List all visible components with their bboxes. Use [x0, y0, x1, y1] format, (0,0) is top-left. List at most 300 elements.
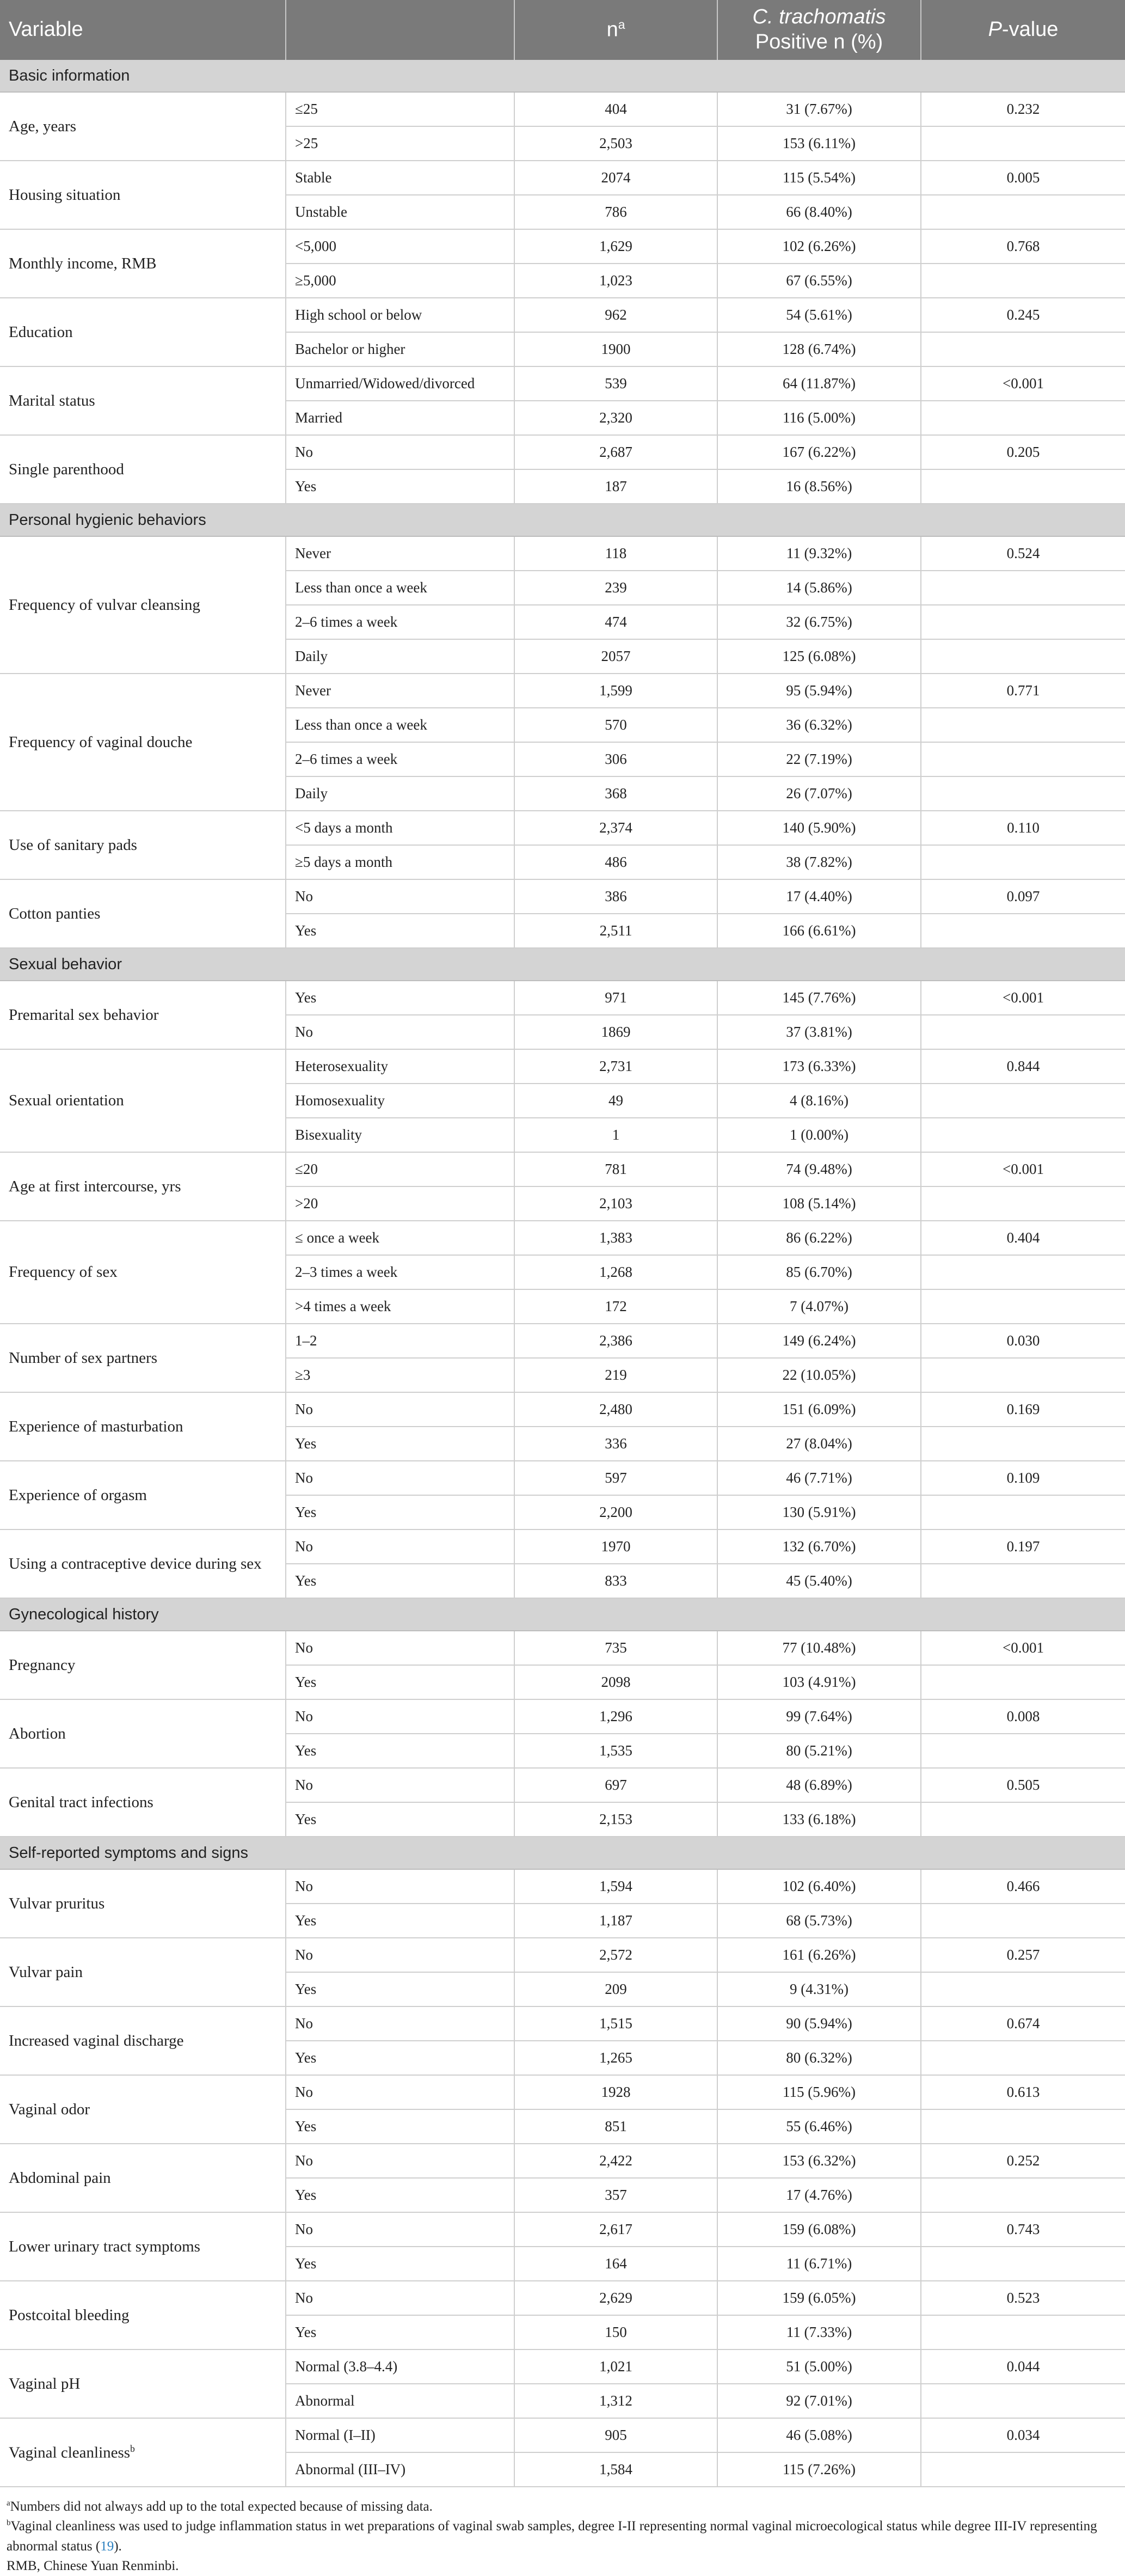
p-value-cell: 0.613	[921, 2075, 1125, 2109]
level-cell: >25	[286, 126, 514, 161]
positive-cell: 115 (5.54%)	[717, 161, 921, 195]
level-cell: <5 days a month	[286, 811, 514, 845]
table-header	[0, 0, 1125, 60]
level-cell: Never	[286, 674, 514, 708]
p-value-cell: 0.205	[921, 435, 1125, 469]
table-row	[0, 229, 1125, 264]
table-row	[0, 1869, 1125, 1904]
n-cell: 49	[514, 1084, 717, 1118]
header-variable: Variable	[0, 0, 286, 60]
section-title: Sexual behavior	[0, 948, 1125, 981]
n-cell: 971	[514, 981, 717, 1015]
variable-name: Age, years	[0, 92, 286, 161]
variable-name: Lower urinary tract symptoms	[0, 2212, 286, 2281]
p-value-cell: 0.005	[921, 161, 1125, 195]
variable-name: Number of sex partners	[0, 1324, 286, 1392]
positive-cell: 67 (6.55%)	[717, 264, 921, 298]
table-row	[0, 435, 1125, 469]
level-cell: Married	[286, 401, 514, 435]
n-cell: 1,515	[514, 2006, 717, 2041]
n-cell: 172	[514, 1289, 717, 1324]
table-row	[0, 2075, 1125, 2109]
level-cell: ≥3	[286, 1358, 514, 1392]
positive-cell: 51 (5.00%)	[717, 2349, 921, 2384]
section-title: Basic information	[0, 60, 1125, 92]
table-row	[0, 1049, 1125, 1084]
n-cell: 1	[514, 1118, 717, 1152]
footnotes	[0, 2487, 1125, 2576]
positive-cell: 80 (6.32%)	[717, 2041, 921, 2075]
p-value-cell: 0.030	[921, 1324, 1125, 1358]
n-cell: 1,594	[514, 1869, 717, 1904]
header-n: $n^a$	[514, 0, 717, 60]
p-value-cell: 0.743	[921, 2212, 1125, 2247]
table-row	[0, 2349, 1125, 2384]
positive-cell: 68 (5.73%)	[717, 1904, 921, 1938]
n-cell: 2,687	[514, 435, 717, 469]
level-cell: No	[286, 2281, 514, 2315]
level-cell: ≤20	[286, 1152, 514, 1186]
p-value-cell	[921, 914, 1125, 948]
table-row	[0, 2418, 1125, 2452]
p-value-cell	[921, 1972, 1125, 2006]
positive-cell: 45 (5.40%)	[717, 1564, 921, 1598]
variable-name: Pregnancy	[0, 1631, 286, 1699]
level-cell: <5,000	[286, 229, 514, 264]
n-cell: 2,103	[514, 1186, 717, 1221]
section-title: Self-reported symptoms and signs	[0, 1837, 1125, 1869]
n-cell: 2,153	[514, 1802, 717, 1837]
positive-cell: 64 (11.87%)	[717, 366, 921, 401]
positive-cell: 26 (7.07%)	[717, 776, 921, 811]
positive-cell: 54 (5.61%)	[717, 298, 921, 332]
variable-name: Sexual orientation	[0, 1049, 286, 1152]
p-value-cell: 0.524	[921, 536, 1125, 571]
table-row	[0, 2006, 1125, 2041]
p-value-cell	[921, 2384, 1125, 2418]
p-value-cell	[921, 845, 1125, 879]
positive-cell: 108 (5.14%)	[717, 1186, 921, 1221]
p-value-cell	[921, 264, 1125, 298]
variable-name: Age at first intercourse, yrs	[0, 1152, 286, 1221]
positive-cell: 161 (6.26%)	[717, 1938, 921, 1972]
positive-cell: 145 (7.76%)	[717, 981, 921, 1015]
n-cell: 1,629	[514, 229, 717, 264]
n-cell: 962	[514, 298, 717, 332]
p-value-cell	[921, 1084, 1125, 1118]
n-cell: 1,312	[514, 2384, 717, 2418]
n-cell: 306	[514, 742, 717, 776]
p-value-cell	[921, 469, 1125, 504]
n-cell: 2,480	[514, 1392, 717, 1427]
table-row	[0, 1699, 1125, 1734]
n-cell: 786	[514, 195, 717, 229]
level-cell: No	[286, 1392, 514, 1427]
n-cell: 2,503	[514, 126, 717, 161]
positive-cell: 9 (4.31%)	[717, 1972, 921, 2006]
p-value-cell: 0.232	[921, 92, 1125, 126]
n-cell: 597	[514, 1461, 717, 1495]
n-cell: 1,599	[514, 674, 717, 708]
level-cell: No	[286, 1768, 514, 1802]
variable-name: Single parenthood	[0, 435, 286, 504]
n-cell: 2,731	[514, 1049, 717, 1084]
n-cell: 781	[514, 1152, 717, 1186]
p-value-cell	[921, 1564, 1125, 1598]
p-value-cell	[921, 1427, 1125, 1461]
n-cell: 2074	[514, 161, 717, 195]
table-row	[0, 1631, 1125, 1665]
level-cell: Yes	[286, 1564, 514, 1598]
variable-name: Postcoital bleeding	[0, 2281, 286, 2349]
p-value-cell	[921, 2041, 1125, 2075]
section-title: Personal hygienic behaviors	[0, 504, 1125, 536]
level-cell: Yes	[286, 1972, 514, 2006]
p-value-cell	[921, 1015, 1125, 1049]
positive-cell: 74 (9.48%)	[717, 1152, 921, 1186]
variable-name: Premarital sex behavior	[0, 981, 286, 1049]
variable-name: Education	[0, 298, 286, 366]
p-value-cell: 0.844	[921, 1049, 1125, 1084]
n-cell: 2,511	[514, 914, 717, 948]
section-header	[0, 1837, 1125, 1869]
p-value-cell	[921, 639, 1125, 674]
p-value-cell	[921, 776, 1125, 811]
level-cell: >20	[286, 1186, 514, 1221]
variable-name: Genital tract infections	[0, 1768, 286, 1837]
p-value-cell: 0.097	[921, 879, 1125, 914]
n-cell: 2057	[514, 639, 717, 674]
level-cell: Bisexuality	[286, 1118, 514, 1152]
n-cell: 1,535	[514, 1734, 717, 1768]
n-cell: 833	[514, 1564, 717, 1598]
variable-name: Vulvar pruritus	[0, 1869, 286, 1938]
variable-name: Frequency of vaginal douche	[0, 674, 286, 811]
footnote-a: $^a$Numbers did not always add up to the total expected because of missing data.	[7, 2499, 433, 2514]
level-cell: No	[286, 879, 514, 914]
level-cell: Normal (3.8–4.4)	[286, 2349, 514, 2384]
n-cell: 1,021	[514, 2349, 717, 2384]
positive-cell: 167 (6.22%)	[717, 435, 921, 469]
p-value-cell	[921, 1495, 1125, 1529]
p-value-cell: 0.404	[921, 1221, 1125, 1255]
level-cell: Unmarried/Widowed/divorced	[286, 366, 514, 401]
variable-name: Vaginal pH	[0, 2349, 286, 2418]
level-cell: High school or below	[286, 298, 514, 332]
n-cell: 2,422	[514, 2144, 717, 2178]
positive-cell: 17 (4.40%)	[717, 879, 921, 914]
n-cell: 118	[514, 536, 717, 571]
positive-cell: 4 (8.16%)	[717, 1084, 921, 1118]
level-cell: No	[286, 2144, 514, 2178]
p-value-cell	[921, 571, 1125, 605]
p-value-cell	[921, 195, 1125, 229]
table-row	[0, 1324, 1125, 1358]
variable-name: Vaginal odor	[0, 2075, 286, 2144]
n-cell: 2,572	[514, 1938, 717, 1972]
positive-cell: 130 (5.91%)	[717, 1495, 921, 1529]
n-cell: 1970	[514, 1529, 717, 1564]
n-cell: 1900	[514, 332, 717, 366]
variable-name: Vulvar pain	[0, 1938, 286, 2006]
positive-cell: 132 (6.70%)	[717, 1529, 921, 1564]
section-title: Gynecological history	[0, 1598, 1125, 1631]
p-value-cell	[921, 332, 1125, 366]
n-cell: 905	[514, 2418, 717, 2452]
p-value-cell	[921, 2315, 1125, 2349]
n-cell: 1,296	[514, 1699, 717, 1734]
p-value-cell	[921, 1802, 1125, 1837]
n-cell: 1,383	[514, 1221, 717, 1255]
table-row	[0, 1938, 1125, 1972]
table-row	[0, 1529, 1125, 1564]
positive-cell: 115 (5.96%)	[717, 2075, 921, 2109]
table-row	[0, 2212, 1125, 2247]
positive-cell: 1 (0.00%)	[717, 1118, 921, 1152]
level-cell: Stable	[286, 161, 514, 195]
level-cell: Yes	[286, 469, 514, 504]
level-cell: Yes	[286, 2109, 514, 2144]
p-value-cell	[921, 2247, 1125, 2281]
n-cell: 2098	[514, 1665, 717, 1699]
p-value-cell: 0.252	[921, 2144, 1125, 2178]
n-cell: 2,629	[514, 2281, 717, 2315]
variable-name: Abdominal pain	[0, 2144, 286, 2212]
n-cell: 474	[514, 605, 717, 639]
p-value-cell	[921, 1289, 1125, 1324]
level-cell: 1–2	[286, 1324, 514, 1358]
p-value-cell: 0.008	[921, 1699, 1125, 1734]
level-cell: Unstable	[286, 195, 514, 229]
positive-cell: 85 (6.70%)	[717, 1255, 921, 1289]
n-cell: 1869	[514, 1015, 717, 1049]
level-cell: No	[286, 1699, 514, 1734]
p-value-cell: 0.197	[921, 1529, 1125, 1564]
variable-name: Experience of orgasm	[0, 1461, 286, 1529]
positive-cell: 159 (6.05%)	[717, 2281, 921, 2315]
p-value-cell	[921, 742, 1125, 776]
level-cell: Yes	[286, 1904, 514, 1938]
level-cell: No	[286, 1869, 514, 1904]
level-cell: 2–3 times a week	[286, 1255, 514, 1289]
positive-cell: 103 (4.91%)	[717, 1665, 921, 1699]
header-p-value: P-value	[921, 0, 1125, 60]
variable-name: Abortion	[0, 1699, 286, 1768]
positive-cell: 22 (7.19%)	[717, 742, 921, 776]
p-value-cell: 0.034	[921, 2418, 1125, 2452]
section-header	[0, 1598, 1125, 1631]
level-cell: Yes	[286, 914, 514, 948]
table-row	[0, 1768, 1125, 1802]
header-level	[286, 0, 514, 60]
n-cell: 386	[514, 879, 717, 914]
positive-cell: 27 (8.04%)	[717, 1427, 921, 1461]
p-value-cell: 0.505	[921, 1768, 1125, 1802]
n-cell: 2,200	[514, 1495, 717, 1529]
table-row	[0, 366, 1125, 401]
level-cell: Daily	[286, 776, 514, 811]
table-row	[0, 674, 1125, 708]
level-cell: No	[286, 1461, 514, 1495]
level-cell: Yes	[286, 1802, 514, 1837]
positive-cell: 149 (6.24%)	[717, 1324, 921, 1358]
level-cell: Yes	[286, 1665, 514, 1699]
reference-link[interactable]: 19	[100, 2538, 114, 2554]
level-cell: Yes	[286, 2247, 514, 2281]
level-cell: Yes	[286, 1734, 514, 1768]
variable-name: Experience of masturbation	[0, 1392, 286, 1461]
n-cell: 1,023	[514, 264, 717, 298]
p-value-cell	[921, 1358, 1125, 1392]
p-value-cell: 0.110	[921, 811, 1125, 845]
positive-cell: 133 (6.18%)	[717, 1802, 921, 1837]
level-cell: Bachelor or higher	[286, 332, 514, 366]
p-value-cell: 0.044	[921, 2349, 1125, 2384]
positive-cell: 11 (7.33%)	[717, 2315, 921, 2349]
positive-cell: 31 (7.67%)	[717, 92, 921, 126]
p-value-cell	[921, 2109, 1125, 2144]
level-cell: No	[286, 1631, 514, 1665]
level-cell: No	[286, 435, 514, 469]
n-cell: 1928	[514, 2075, 717, 2109]
section-header	[0, 60, 1125, 92]
p-value-cell	[921, 605, 1125, 639]
p-value-cell	[921, 1255, 1125, 1289]
p-value-cell	[921, 1186, 1125, 1221]
table-row	[0, 1221, 1125, 1255]
header-ct-positive: C. trachomatis Positive n (%)	[717, 0, 921, 60]
p-value-cell: <0.001	[921, 981, 1125, 1015]
n-cell: 1,584	[514, 2452, 717, 2487]
level-cell: ≤ once a week	[286, 1221, 514, 1255]
positive-cell: 140 (5.90%)	[717, 811, 921, 845]
n-cell: 209	[514, 1972, 717, 2006]
level-cell: Daily	[286, 639, 514, 674]
variable-name: Using a contraceptive device during sex	[0, 1529, 286, 1598]
level-cell: ≥5,000	[286, 264, 514, 298]
p-value-cell: <0.001	[921, 1631, 1125, 1665]
level-cell: 2–6 times a week	[286, 605, 514, 639]
n-cell: 336	[514, 1427, 717, 1461]
level-cell: Normal (I–II)	[286, 2418, 514, 2452]
level-cell: Yes	[286, 1427, 514, 1461]
level-cell: ≥5 days a month	[286, 845, 514, 879]
section-header	[0, 504, 1125, 536]
positive-cell: 173 (6.33%)	[717, 1049, 921, 1084]
p-value-cell: 0.245	[921, 298, 1125, 332]
level-cell: Abnormal	[286, 2384, 514, 2418]
n-cell: 187	[514, 469, 717, 504]
level-cell: No	[286, 2212, 514, 2247]
level-cell: No	[286, 1015, 514, 1049]
positive-cell: 99 (7.64%)	[717, 1699, 921, 1734]
positive-cell: 115 (7.26%)	[717, 2452, 921, 2487]
n-cell: 2,320	[514, 401, 717, 435]
positive-cell: 55 (6.46%)	[717, 2109, 921, 2144]
n-cell: 357	[514, 2178, 717, 2212]
n-cell: 735	[514, 1631, 717, 1665]
table-body	[0, 60, 1125, 2487]
p-value-cell: 0.169	[921, 1392, 1125, 1427]
n-cell: 150	[514, 2315, 717, 2349]
level-cell: No	[286, 1938, 514, 1972]
positive-cell: 48 (6.89%)	[717, 1768, 921, 1802]
p-value-cell	[921, 1665, 1125, 1699]
table-row	[0, 2281, 1125, 2315]
p-value-cell: 0.771	[921, 674, 1125, 708]
positive-cell: 14 (5.86%)	[717, 571, 921, 605]
table-row	[0, 1392, 1125, 1427]
p-value-cell: 0.466	[921, 1869, 1125, 1904]
p-value-cell	[921, 1118, 1125, 1152]
table-row	[0, 536, 1125, 571]
level-cell: Homosexuality	[286, 1084, 514, 1118]
positive-cell: 102 (6.26%)	[717, 229, 921, 264]
positive-cell: 46 (5.08%)	[717, 2418, 921, 2452]
n-cell: 368	[514, 776, 717, 811]
p-value-cell: 0.674	[921, 2006, 1125, 2041]
n-cell: 851	[514, 2109, 717, 2144]
level-cell: 2–6 times a week	[286, 742, 514, 776]
positive-cell: 36 (6.32%)	[717, 708, 921, 742]
positive-cell: 38 (7.82%)	[717, 845, 921, 879]
variable-name: Marital status	[0, 366, 286, 435]
p-value-cell: <0.001	[921, 366, 1125, 401]
positive-cell: 32 (6.75%)	[717, 605, 921, 639]
n-cell: 486	[514, 845, 717, 879]
table-row	[0, 1152, 1125, 1186]
positive-cell: 125 (6.08%)	[717, 639, 921, 674]
positive-cell: 7 (4.07%)	[717, 1289, 921, 1324]
positive-cell: 166 (6.61%)	[717, 914, 921, 948]
p-value-cell	[921, 2452, 1125, 2487]
positive-cell: 66 (8.40%)	[717, 195, 921, 229]
level-cell: Yes	[286, 2315, 514, 2349]
variable-name: Frequency of vulvar cleansing	[0, 536, 286, 674]
table-row	[0, 2144, 1125, 2178]
positive-cell: 17 (4.76%)	[717, 2178, 921, 2212]
n-cell: 1,268	[514, 1255, 717, 1289]
n-cell: 570	[514, 708, 717, 742]
positive-cell: 86 (6.22%)	[717, 1221, 921, 1255]
variable-name: Housing situation	[0, 161, 286, 229]
level-cell: Never	[286, 536, 514, 571]
positive-cell: 128 (6.74%)	[717, 332, 921, 366]
p-value-cell	[921, 126, 1125, 161]
n-cell: 239	[514, 571, 717, 605]
level-cell: Yes	[286, 981, 514, 1015]
p-value-cell	[921, 2178, 1125, 2212]
n-cell: 2,617	[514, 2212, 717, 2247]
level-cell: No	[286, 2006, 514, 2041]
table-row	[0, 1461, 1125, 1495]
table-row	[0, 879, 1125, 914]
level-cell: Less than once a week	[286, 708, 514, 742]
n-cell: 1,265	[514, 2041, 717, 2075]
n-cell: 2,386	[514, 1324, 717, 1358]
p-value-cell: 0.523	[921, 2281, 1125, 2315]
n-cell: 539	[514, 366, 717, 401]
level-cell: Less than once a week	[286, 571, 514, 605]
table-row	[0, 981, 1125, 1015]
variable-name: Cotton panties	[0, 879, 286, 948]
positive-cell: 95 (5.94%)	[717, 674, 921, 708]
positive-cell: 11 (9.32%)	[717, 536, 921, 571]
positive-cell: 102 (6.40%)	[717, 1869, 921, 1904]
level-cell: Yes	[286, 1495, 514, 1529]
p-value-cell: 0.768	[921, 229, 1125, 264]
level-cell: >4 times a week	[286, 1289, 514, 1324]
